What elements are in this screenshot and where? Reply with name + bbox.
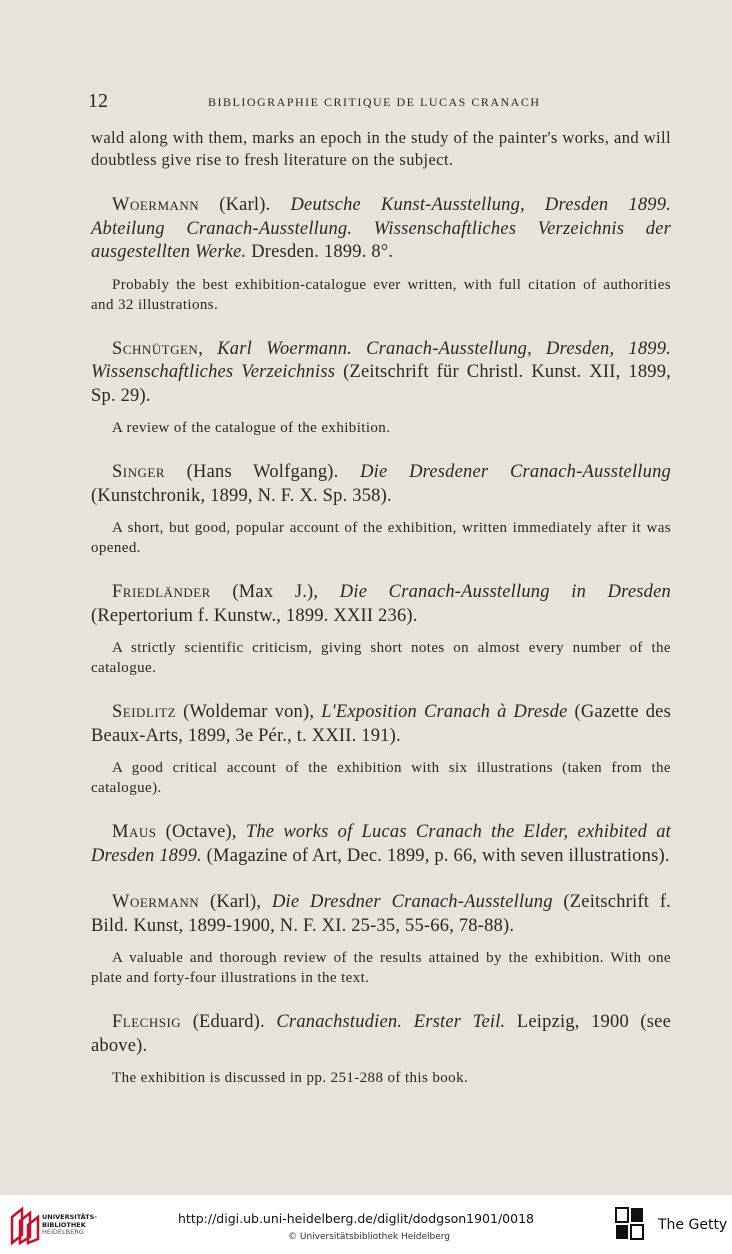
running-title: BIBLIOGRAPHIE CRITIQUE DE LUCAS CRANACH [208,95,541,109]
library-name-line: BIBLIOTHEK [42,1220,86,1229]
bibliography-entry [91,338,671,439]
university-library-name [42,1214,97,1237]
entry-title: L'Exposition Cranach à Dresde [321,702,568,722]
bibliography-entry [91,821,671,868]
entry-author: Woermann [112,195,200,215]
entry-note: A good critical account of the exhibition with six illustrations (taken from the catalogue). [91,760,671,796]
entry-author-detail: (Woldemar von), [176,702,322,722]
entry-publication: (Gazette des Beaux-Arts, 1899, 3e Pér., t. XXII. 191). [91,702,671,746]
university-library-logo-icon [8,1205,42,1245]
getty-logo-icon [615,1207,645,1241]
entry-author: Woermann [112,892,200,912]
entry-publication: Dresden. 1899. 8°. [246,242,394,262]
entry-author-detail: (Karl). [199,195,291,215]
permalink-url[interactable]: http://digi.ub.uni-heidelberg.de/diglit/dodgson1901/0018 [178,1211,534,1226]
entry-note: The exhibition is discussed in pp. 251-288 of this book. [112,1070,469,1086]
copyright-notice: © Universitätsbibliothek Heidelberg [288,1232,451,1242]
getty-label: The Getty [658,1217,728,1233]
entry-citation [91,338,671,409]
entry-title: Die Cranach-Ausstellung in Dresden [339,582,671,602]
entry-citation [91,581,671,628]
entry-title: Die Dresdner Cranach-Ausstellung [271,892,553,912]
entry-author: Singer [112,462,166,482]
entry-publication: (Repertorium f. Kunstw., 1899. XXII 236). [91,605,418,626]
bibliography-entry [91,581,671,678]
entry-publication: (Kunstchronik, 1899, N. F. X. Sp. 358). [91,485,392,506]
entry-author: Schnütgen [112,338,199,359]
running-head [88,90,670,114]
entry-note: A valuable and thorough review of the results attained by the exhibition. With one plate and forty-four illustrations in the text. [91,950,671,986]
entry-publication: (Zeitschrift f. Bild. Kunst, 1899-1900, N. F. XI. 25-35, 55-66, 78-88). [91,892,672,936]
entry-author: Friedländer [112,582,211,602]
viewer-footer [0,1195,732,1254]
page-number: 12 [88,90,108,112]
library-name-line: HEIDELBERG [42,1228,84,1236]
entry-publication: Leipzig, 1900 (see above). [91,1012,671,1056]
entry-author-detail: (Eduard). [181,1012,277,1032]
entry-publication: (Zeitschrift für Christl. Kunst. XII, 1899, Sp. 29). [91,362,671,406]
entry-citation [91,194,671,265]
entry-title: Deutsche Kunst-Ausstellung, Dresden 1899. Abteilung Cranach-Ausstellung. Wissenschaftliches Verzeichnis der ausgestellten Werke. [91,195,671,262]
entry-note: Probably the best exhibition-catalogue ever written, with full citation of authorities and 32 illustrations. [91,276,671,313]
bibliography-entry [91,1011,671,1088]
bibliography-body [91,127,671,1088]
bibliography-entry [91,701,671,798]
entry-author-detail: (Octave), [156,822,246,842]
entry-author-detail: , [198,338,218,359]
library-name-line: UNIVERSITÄTS- [42,1213,97,1221]
entry-citation [91,701,671,748]
entry-title: Cranachstudien. Erster Teil. [276,1012,506,1032]
intro-paragraph: wald along with them, marks an epoch in the study of the painter's works, and will doubtless give rise to fresh literature on the subject. [91,128,671,169]
entry-citation [91,891,671,938]
entry-citation [91,461,671,508]
entry-author: Seidlitz [112,702,177,722]
entry-citation [91,1011,671,1058]
bibliography-entry [91,461,671,558]
entry-note: A strictly scientific criticism, giving short notes on almost every number of the catalogue. [91,640,671,676]
entry-publication: (Magazine of Art, Dec. 1899, p. 66, with seven illustrations). [201,845,670,866]
entry-title: Die Dresdener Cranach-Ausstellung [360,462,671,482]
bibliography-entry [91,891,671,988]
entry-author-detail: (Karl), [199,892,272,912]
entry-author-detail: (Hans Wolfgang). [165,462,361,482]
entry-title: The works of Lucas Cranach the Elder, exhibited at Dresden 1899. [91,822,672,866]
entry-author-detail: (Max J.), [210,582,340,602]
entry-author: Flechsig [112,1012,182,1032]
bibliography-entry [91,194,671,315]
entry-citation [91,821,671,868]
entry-note: A short, but good, popular account of the exhibition, written immediately after it was opened. [91,520,671,556]
entry-note: A review of the catalogue of the exhibition. [112,420,391,436]
entry-author: Maus [112,822,157,842]
entry-title: Karl Woermann. Cranach-Ausstellung, Dresden, 1899. Wissenschaftliches Verzeichniss [91,338,671,382]
